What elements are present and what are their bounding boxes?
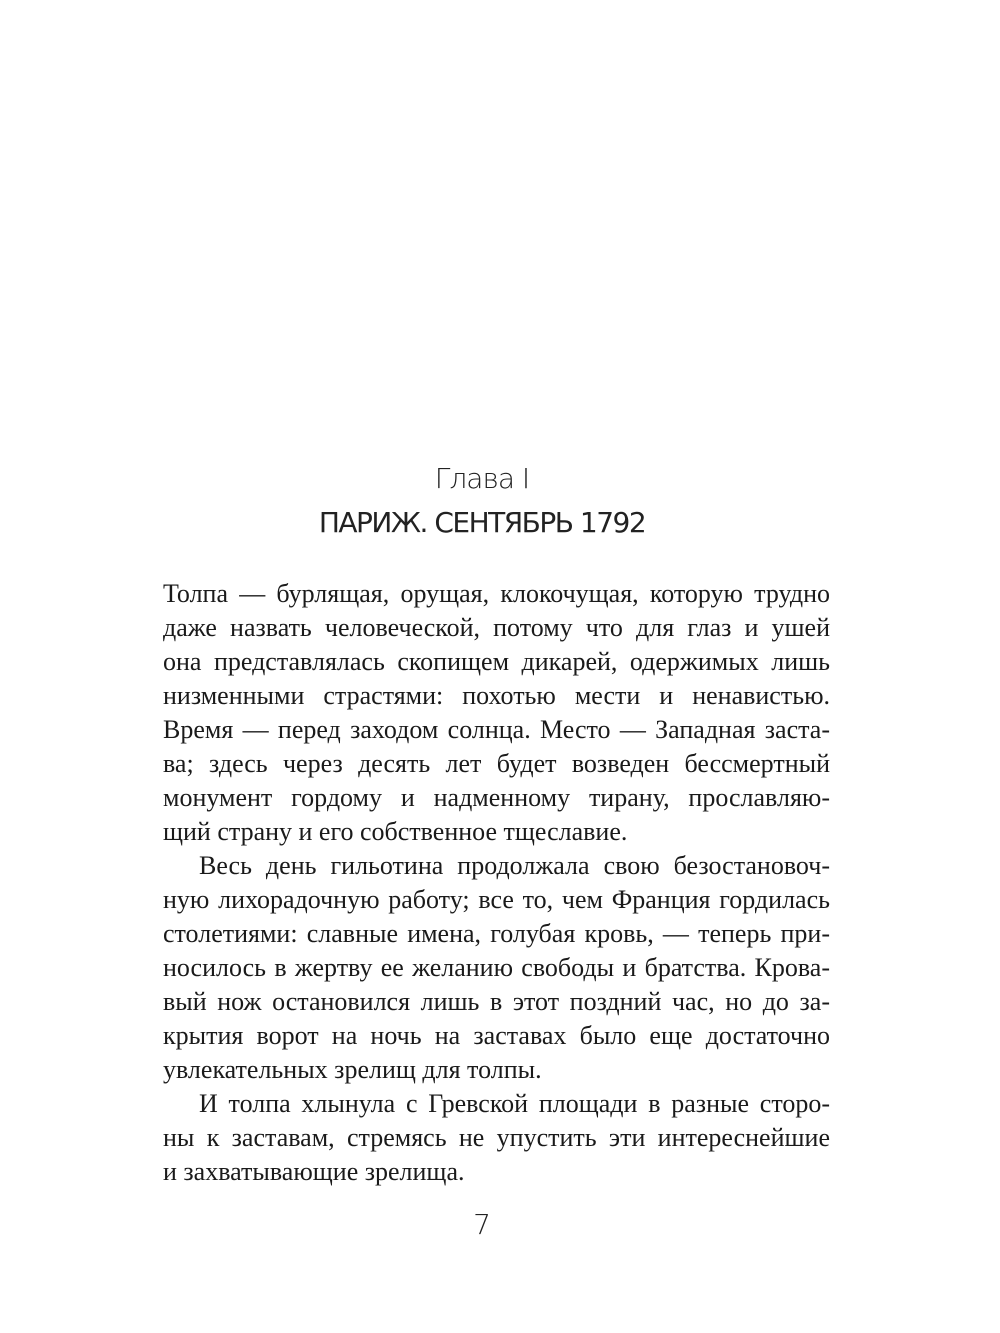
text-line: монумент гордому и надменному тирану, прославляю-	[163, 783, 830, 812]
text-line: низменными страстями: похотью мести и ненавистью.	[163, 681, 830, 710]
page-number: 7	[473, 1208, 491, 1241]
paragraph-3	[163, 1087, 830, 1189]
text-line: Толпа — бурлящая, орущая, клокочущая, которую трудно	[163, 579, 830, 608]
paragraph-2	[163, 849, 830, 1087]
chapter-title: ПАРИЖ. СЕНТЯБРЬ 1792	[318, 506, 646, 539]
text-line: даже назвать человеческой, потому что для глаз и ушей	[163, 613, 830, 642]
text-line: носилось в жертву ее желанию свободы и братства. Крова-	[163, 953, 830, 982]
text-line: Весь день гильотина продолжала свою безостановоч-	[199, 851, 830, 880]
text-line: ны к заставам, стремясь не упустить эти интереснейшие	[163, 1123, 830, 1152]
text-line: И толпа хлынула с Гревской площади в разные сторо-	[199, 1089, 830, 1118]
text-line: Время — перед заходом солнца. Место — Западная заста-	[163, 715, 830, 744]
paragraph-1	[163, 577, 830, 849]
text-line: ва; здесь через десять лет будет возведен бессмертный	[163, 749, 830, 778]
chapter-label: Глава I	[434, 462, 530, 495]
text-line: она представлялась скопищем дикарей, одержимых лишь	[163, 647, 830, 676]
text-line: вый нож остановился лишь в этот поздний час, но до за-	[163, 987, 830, 1016]
chapter-body	[163, 577, 830, 1189]
text-line: крытия ворот на ночь на заставах было еще достаточно	[163, 1021, 830, 1050]
text-line: столетиями: славные имена, голубая кровь, — теперь при-	[163, 919, 830, 948]
text-line: увлекательных зрелищ для толпы.	[163, 1055, 542, 1084]
text-line: и захватывающие зрелища.	[163, 1157, 465, 1186]
text-line: щий страну и его собственное тщеславие.	[163, 817, 628, 846]
text-line: ную лихорадочную работу; все то, чем Франция гордилась	[163, 885, 830, 914]
